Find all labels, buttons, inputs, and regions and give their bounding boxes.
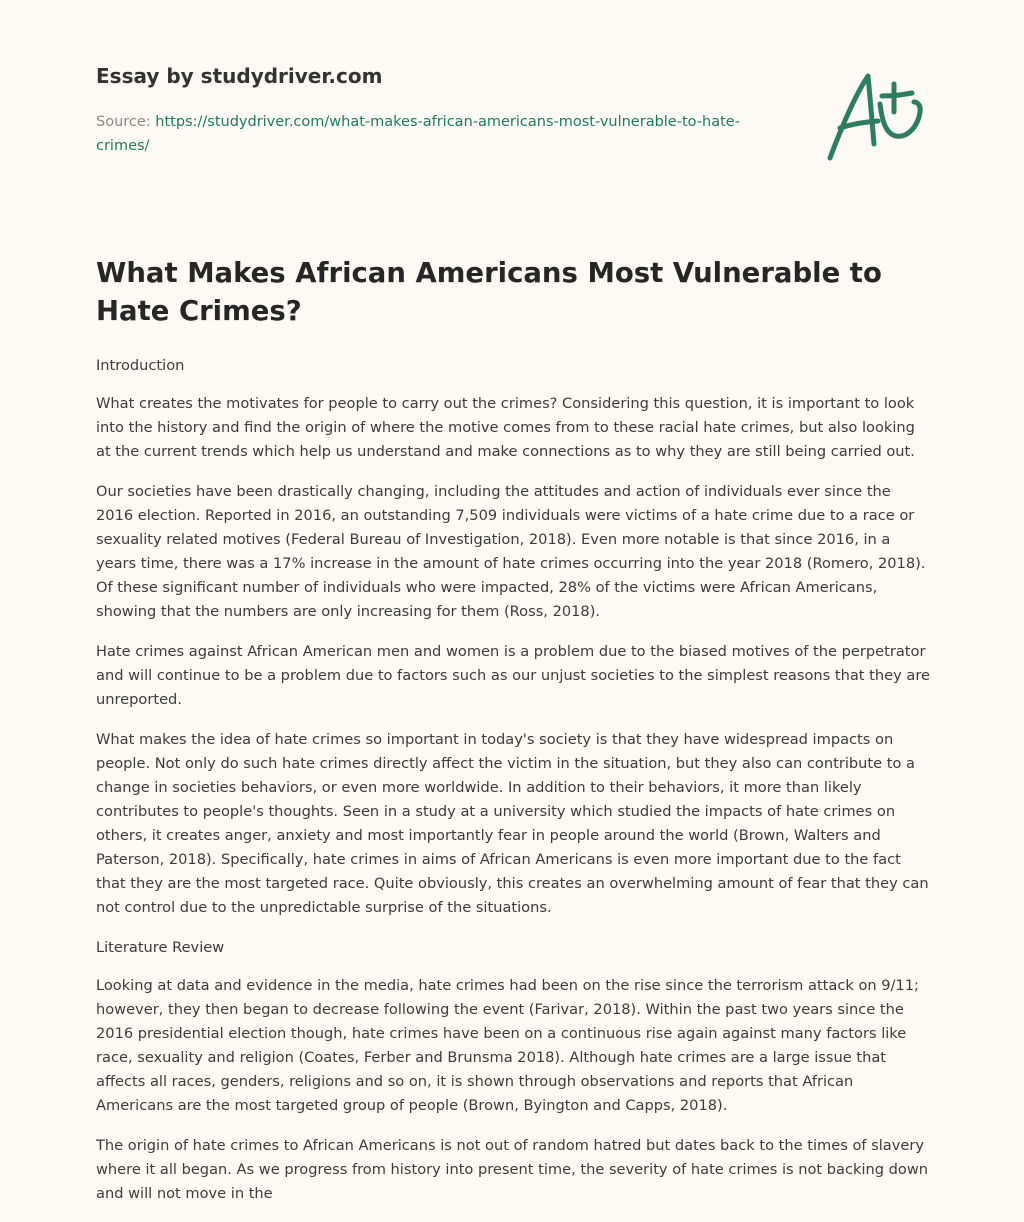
source-line [96, 110, 756, 158]
section-heading-introduction: Introduction [96, 357, 185, 374]
paragraph: Hate crimes against African American men and women is a problem due to the biased motives of the perpetrator and will continue to be a problem due to factors such as our unjust societies to the simplest reasons that they are unreported. [96, 643, 930, 708]
paragraph: What makes the idea of hate crimes so important in today's society is that they have widespread impacts on people. Not only do such hate crimes directly affect the victim in the situation, but they also can contribute to a change in societies behaviors, or even more worldwide. In addition to their behaviors, it more than likely contributes to people's thoughts. Seen in a study at a university which studied the impacts of hate crimes on others, it creates anger, anxiety and most importantly fear in people around the world (Brown, Walters and Paterson, 2018). Specifically, hate crimes in aims of African Americans is even more important due to the fact that they are the most targeted race. Quite obviously, this creates an overwhelming amount of fear that they can not control due to the unpredictable surprise of the situations. [96, 731, 929, 916]
paragraph: The origin of hate crimes to African Americans is not out of random hatred but dates back to the times of slavery where it all began. As we progress from history into present time, the severity of hate crimes is not backing down and will not move in the [96, 1137, 929, 1202]
source-label: Source: [96, 114, 156, 130]
page-header [96, 62, 756, 158]
site-title: Essay by studydriver.com [96, 64, 383, 88]
a-plus-logo-svg [822, 66, 932, 166]
section-heading-literature-review: Literature Review [96, 939, 225, 956]
article-body [96, 354, 932, 1222]
source-link[interactable]: https://studydriver.com/what-makes-african-americans-most-vulnerable-to-hate-crimes/ [96, 114, 740, 154]
paragraph: Our societies have been drastically changing, including the attitudes and action of individuals ever since the 2016 election. Reported in 2016, an outstanding 7,509 individuals were victims of a hate crime due to a race or sexuality related motives (Federal Bureau of Investigation, 2018). Even more notable is that since 2016, in a years time, there was a 17% increase in the amount of hate crimes occurring into the year 2018 (Romero, 2018). Of these significant number of individuals who were impacted, 28% of the victims were African Americans, showing that the numbers are only increasing for them (Ross, 2018). [96, 483, 926, 620]
paragraph: What creates the motivates for people to carry out the crimes? Considering this question, it is important to look into the history and find the origin of where the motive comes from to these racial hate crimes, but also looking at the current trends which help us understand and make connections as to why they are still being carried out. [96, 395, 915, 460]
paragraph: Looking at data and evidence in the media, hate crimes had been on the rise since the terrorism attack on 9/11; however, they then began to decrease following the event (Farivar, 2018). Within the past two years since the 2016 presidential election though, hate crimes have been on a continuous rise again against many factors like race, sexuality and religion (Coates, Ferber and Brunsma 2018). Although hate crimes are a large issue that affects all races, genders, religions and so on, it is shown through observations and reports that African Americans are the most targeted group of people (Brown, Byington and Capps, 2018). [96, 977, 919, 1114]
a-plus-logo-icon [822, 66, 932, 166]
page-title: What Makes African Americans Most Vulnerable to Hate Crimes? [96, 257, 882, 327]
